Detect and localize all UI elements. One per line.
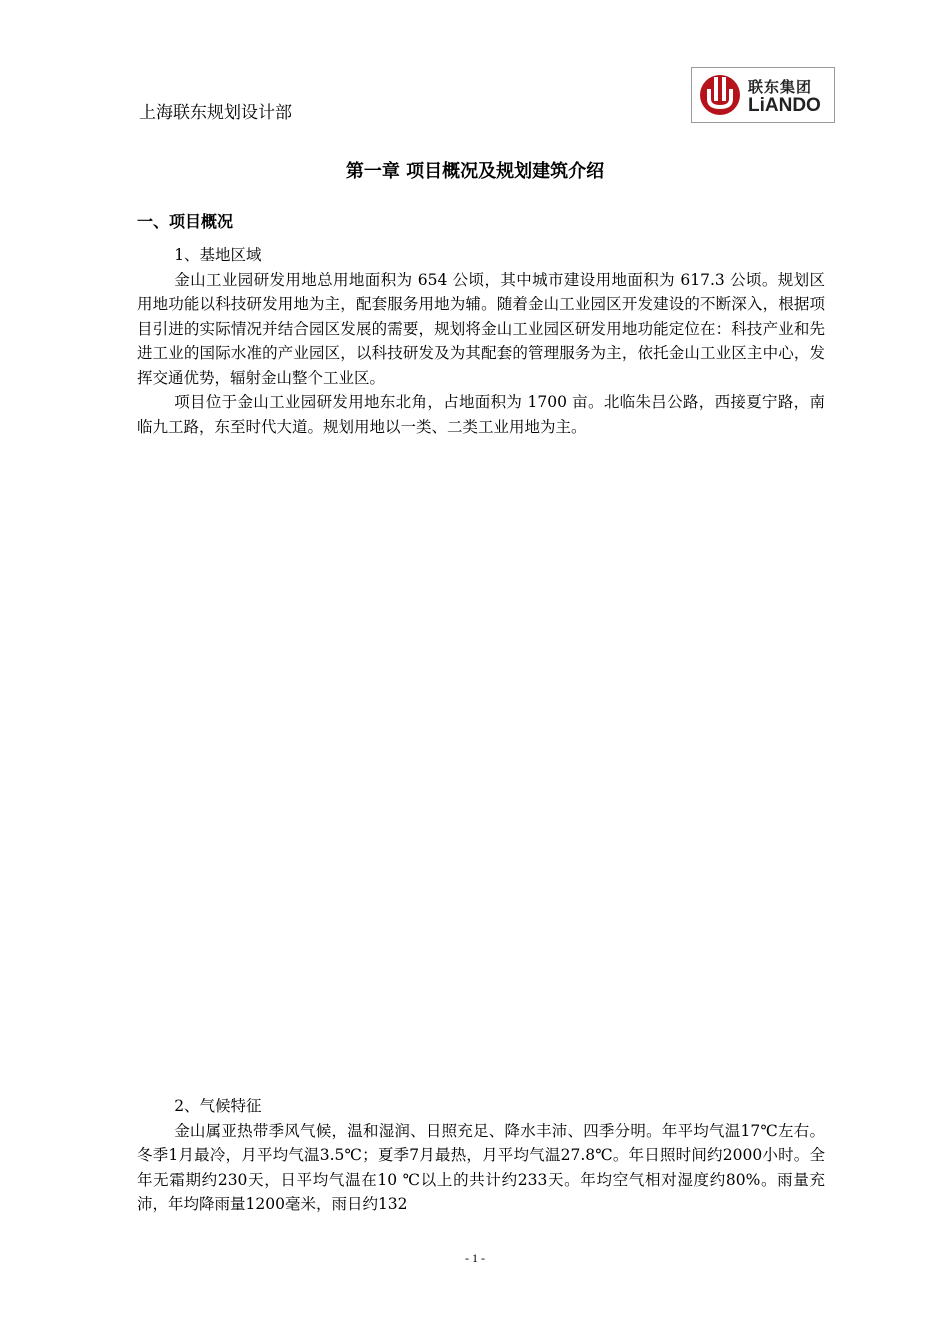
paragraph: 金山属亚热带季风气候，温和湿润、日照充足、降水丰沛、四季分明。年平均气温17℃左右。冬季1月最冷，月平均气温3.5℃；夏季7月最热，月平均气温27.8℃。年日照时间约2000小时。全年无霜期约230天，日平均气温在10 ℃以上的共计约233天。年均空气相对湿度约80%。雨量充沛，年均降雨量1200毫米，雨日约132 xyxy=(137,1121,825,1213)
page-number: - 1 - xyxy=(465,1251,485,1265)
paragraph: 项目位于金山工业园研发用地东北角，占地面积为 1700 亩。北临朱吕公路，西接夏宁路，南临九工路，东至时代大道。规划用地以一类、二类工业用地为主。 xyxy=(137,393,825,436)
chapter-title: 第一章 项目概况及规划建筑介绍 xyxy=(345,161,605,182)
subsection-heading-site: 1、基地区域 xyxy=(174,246,262,264)
section-heading: 一、项目概况 xyxy=(137,212,234,231)
subsection-1 xyxy=(137,243,825,439)
paragraph: 金山工业园研发用地总用地面积为 654 公顷，其中城市建设用地面积为 617.3 公顷。规划区用地功能以科技研发用地为主，配套服务用地为辅。随着金山工业园区开发建设的不断深入，根据项目引进的实际情况并结合园区发展的需要，规划将金山工业园区研发用地功能定位在：科技产业和先进工业的国际水准的产业园区，以科技研发及为其配套的管理服务为主，依托金山工业区主中心，发挥交通优势，辐射金山整个工业区。 xyxy=(137,270,825,387)
subsection-2 xyxy=(137,1094,825,1217)
liando-logo-icon xyxy=(698,73,742,117)
company-logo xyxy=(691,67,835,123)
logo-chinese-text: 联东集团 xyxy=(748,78,813,96)
logo-english-text: LiANDO xyxy=(748,95,821,116)
subsection-heading-climate: 2、气候特征 xyxy=(174,1097,262,1115)
header-org-name: 上海联东规划设计部 xyxy=(139,103,292,123)
